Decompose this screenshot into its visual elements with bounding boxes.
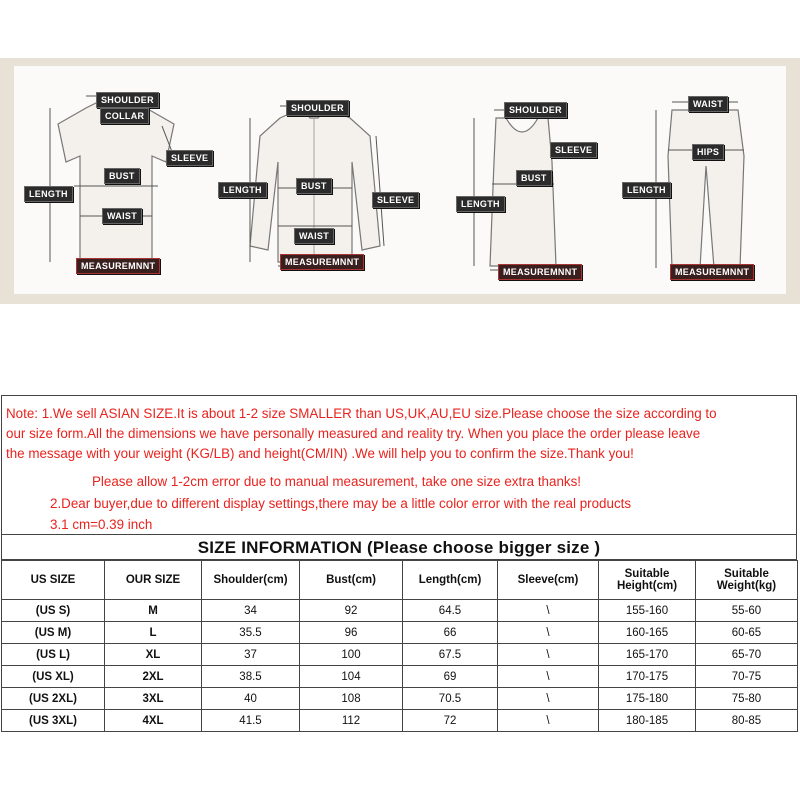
header-our-size: OUR SIZE xyxy=(105,561,202,600)
tank-bust-label: BUST xyxy=(516,170,552,186)
tshirt-waist-label: WAIST xyxy=(102,208,142,224)
tshirt-measurement-label: MEASUREMNNT xyxy=(76,258,160,274)
tshirt-sleeve-label: SLEEVE xyxy=(166,150,213,166)
cell-sleeve: \ xyxy=(498,666,599,688)
cell-height: 160-165 xyxy=(599,622,696,644)
cell-our-size: XL xyxy=(105,644,202,666)
table-row xyxy=(2,666,798,688)
cell-length: 70.5 xyxy=(403,688,498,710)
size-table-section xyxy=(1,534,797,732)
pants-measurement-label: MEASUREMNNT xyxy=(670,264,754,280)
cell-weight: 60-65 xyxy=(696,622,798,644)
shirt-shoulder-label: SHOULDER xyxy=(286,100,349,116)
cell-us-size: (US L) xyxy=(2,644,105,666)
table-row xyxy=(2,644,798,666)
measurement-diagram-panel xyxy=(0,58,800,304)
header-bust: Bust(cm) xyxy=(300,561,403,600)
cell-height: 170-175 xyxy=(599,666,696,688)
cell-weight: 70-75 xyxy=(696,666,798,688)
cell-length: 69 xyxy=(403,666,498,688)
cell-length: 72 xyxy=(403,710,498,732)
cell-bust: 104 xyxy=(300,666,403,688)
cell-height: 155-160 xyxy=(599,600,696,622)
cell-us-size: (US XL) xyxy=(2,666,105,688)
cell-sleeve: \ xyxy=(498,644,599,666)
tshirt-collar-label: COLLAR xyxy=(100,108,149,124)
header-us-size: US SIZE xyxy=(2,561,105,600)
cell-length: 66 xyxy=(403,622,498,644)
header-weight: Suitable Weight(kg) xyxy=(696,561,798,600)
cell-sleeve: \ xyxy=(498,710,599,732)
tank-diagram xyxy=(434,66,604,294)
cell-shoulder: 40 xyxy=(202,688,300,710)
table-row xyxy=(2,600,798,622)
tshirt-length-label: LENGTH xyxy=(24,186,73,202)
shirt-diagram xyxy=(210,66,420,294)
note-line-4: Please allow 1-2cm error due to manual measurement, take one size extra thanks! xyxy=(92,474,582,489)
cell-our-size: 2XL xyxy=(105,666,202,688)
table-row xyxy=(2,710,798,732)
cell-weight: 80-85 xyxy=(696,710,798,732)
shirt-sleeve-label: SLEEVE xyxy=(372,192,419,208)
cell-sleeve: \ xyxy=(498,622,599,644)
header-shoulder: Shoulder(cm) xyxy=(202,561,300,600)
cell-shoulder: 41.5 xyxy=(202,710,300,732)
cell-our-size: L xyxy=(105,622,202,644)
cell-shoulder: 38.5 xyxy=(202,666,300,688)
tank-measurement-label: MEASUREMNNT xyxy=(498,264,582,280)
pants-diagram xyxy=(610,66,786,294)
note-line-3: the message with your weight (KG/LB) and height(CM/IN) .We will help you to confirm the size.Thank you! xyxy=(6,446,634,461)
shirt-waist-label: WAIST xyxy=(294,228,334,244)
pants-length-label: LENGTH xyxy=(622,182,671,198)
cell-weight: 55-60 xyxy=(696,600,798,622)
header-height: Suitable Height(cm) xyxy=(599,561,696,600)
cell-shoulder: 34 xyxy=(202,600,300,622)
table-row xyxy=(2,622,798,644)
cell-weight: 75-80 xyxy=(696,688,798,710)
measurement-diagram-area xyxy=(14,66,786,294)
size-table-title: SIZE INFORMATION (Please choose bigger size ) xyxy=(1,534,797,560)
pants-waist-label: WAIST xyxy=(688,96,728,112)
table-header-row xyxy=(2,561,798,600)
pants-hips-label: HIPS xyxy=(692,144,724,160)
shirt-bust-label: BUST xyxy=(296,178,332,194)
cell-us-size: (US S) xyxy=(2,600,105,622)
cell-weight: 65-70 xyxy=(696,644,798,666)
size-notes xyxy=(1,395,797,535)
cell-bust: 96 xyxy=(300,622,403,644)
note-line-5: 2.Dear buyer,due to different display settings,there may be a little color error with the real products xyxy=(50,496,632,511)
cell-us-size: (US 2XL) xyxy=(2,688,105,710)
header-length: Length(cm) xyxy=(403,561,498,600)
note-line-1: Note: 1.We sell ASIAN SIZE.It is about 1-2 size SMALLER than US,UK,AU,EU size.Please choose the size according to xyxy=(6,406,717,421)
cell-height: 180-185 xyxy=(599,710,696,732)
cell-bust: 108 xyxy=(300,688,403,710)
tshirt-bust-label: BUST xyxy=(104,168,140,184)
cell-our-size: 4XL xyxy=(105,710,202,732)
cell-our-size: 3XL xyxy=(105,688,202,710)
cell-shoulder: 37 xyxy=(202,644,300,666)
cell-bust: 92 xyxy=(300,600,403,622)
shirt-measurement-label: MEASUREMNNT xyxy=(280,254,364,270)
cell-bust: 112 xyxy=(300,710,403,732)
shirt-length-label: LENGTH xyxy=(218,182,267,198)
size-table xyxy=(1,560,798,732)
cell-length: 67.5 xyxy=(403,644,498,666)
cell-sleeve: \ xyxy=(498,688,599,710)
header-sleeve: Sleeve(cm) xyxy=(498,561,599,600)
table-row xyxy=(2,688,798,710)
cell-us-size: (US 3XL) xyxy=(2,710,105,732)
note-line-2: our size form.All the dimensions we have personally measured and reality try. When you place the order please leave xyxy=(6,426,701,441)
tshirt-shoulder-label: SHOULDER xyxy=(96,92,159,108)
cell-height: 165-170 xyxy=(599,644,696,666)
note-line-6: 3.1 cm=0.39 inch xyxy=(50,517,153,532)
cell-shoulder: 35.5 xyxy=(202,622,300,644)
cell-length: 64.5 xyxy=(403,600,498,622)
cell-our-size: M xyxy=(105,600,202,622)
cell-bust: 100 xyxy=(300,644,403,666)
tshirt-diagram xyxy=(14,66,214,294)
tank-sleeve-label: SLEEVE xyxy=(550,142,597,158)
tank-length-label: LENGTH xyxy=(456,196,505,212)
cell-sleeve: \ xyxy=(498,600,599,622)
cell-height: 175-180 xyxy=(599,688,696,710)
cell-us-size: (US M) xyxy=(2,622,105,644)
tank-shoulder-label: SHOULDER xyxy=(504,102,567,118)
